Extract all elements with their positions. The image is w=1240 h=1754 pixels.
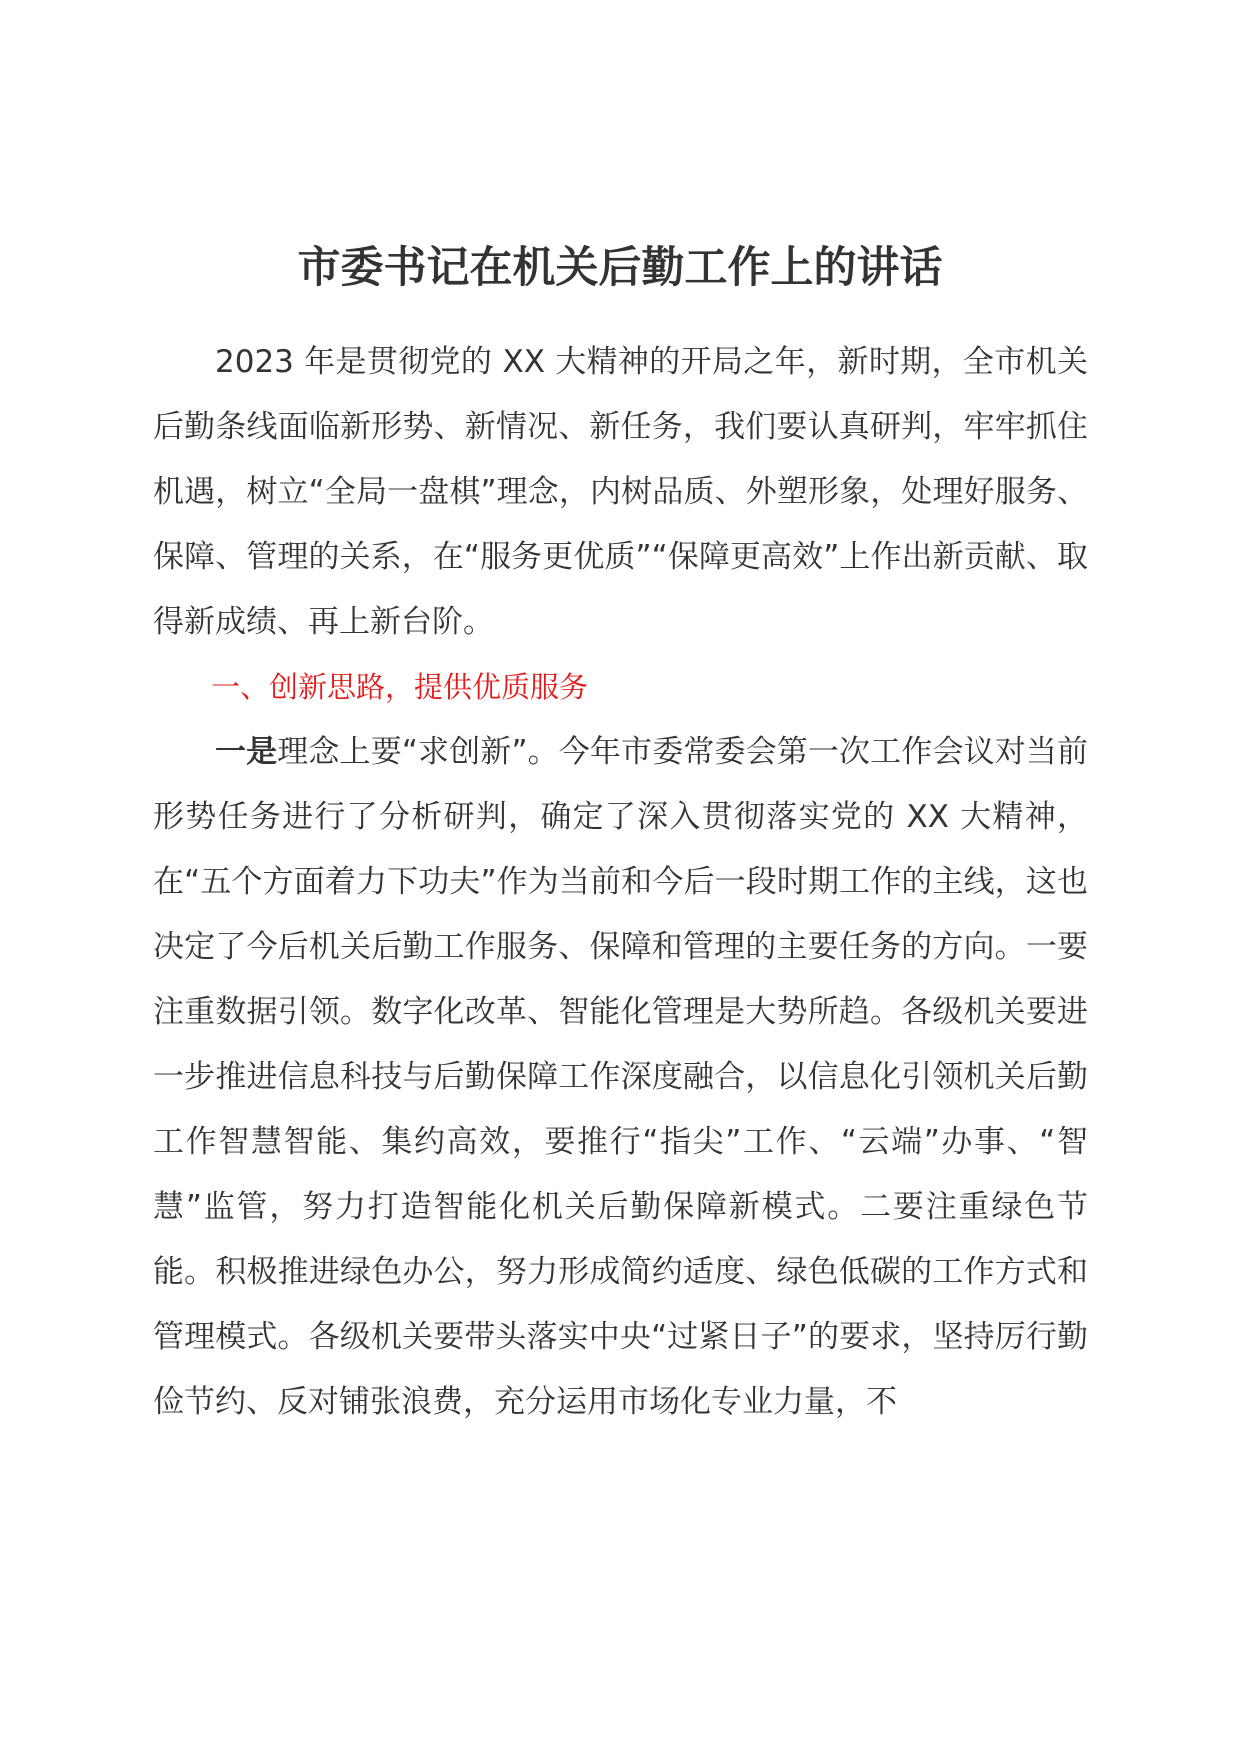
section-heading: 一、创新思路，提供优质服务 xyxy=(211,670,589,704)
section-paragraph xyxy=(153,720,1088,1435)
document-title: 市委书记在机关后勤工作上的讲话 xyxy=(297,243,943,293)
paragraph-text: 理念上要“求创新”。今年市委常委会第一次工作会议对当前形势任务进行了分析研判，确定了深入贯彻落实党的 XX 大精神，在“五个方面着力下功夫”作为当前和今后一段时期工作的主线，这也决定了今后机关后勤工作服务、保障和管理的主要任务的方向。一要注重数据引领。数字化改革、智能化管理是大势所趋。各级机关要进一步推进信息科技与后勤保障工作深度融合，以信息化引领机关后勤工作智慧智能、集约高效，要推行“指尖”工作、“云端”办事、“智慧”监管，努力打造智能化机关后勤保障新模式。二要注重绿色节能。积极推进绿色办公，努力形成简约适度、绿色低碳的工作方式和管理模式。各级机关要带头落实中央“过紧日子”的要求，坚持厉行勤俭节约、反对铺张浪费，充分运用市场化专业力量，不 xyxy=(153,734,1088,1420)
intro-paragraph: 2023 年是贯彻党的 XX 大精神的开局之年，新时期，全市机关后勤条线面临新形势、新情况、新任务，我们要认真研判，牢牢抓住机遇，树立“全局一盘棋”理念，内树品质、外塑形象，处理好服务、保障、管理的关系，在“服务更优质”“保障更高效”上作出新贡献、取得新成绩、再上新台阶。 xyxy=(153,344,1088,640)
document-body xyxy=(153,330,1088,1435)
paragraph-lead: 一是 xyxy=(215,734,278,770)
